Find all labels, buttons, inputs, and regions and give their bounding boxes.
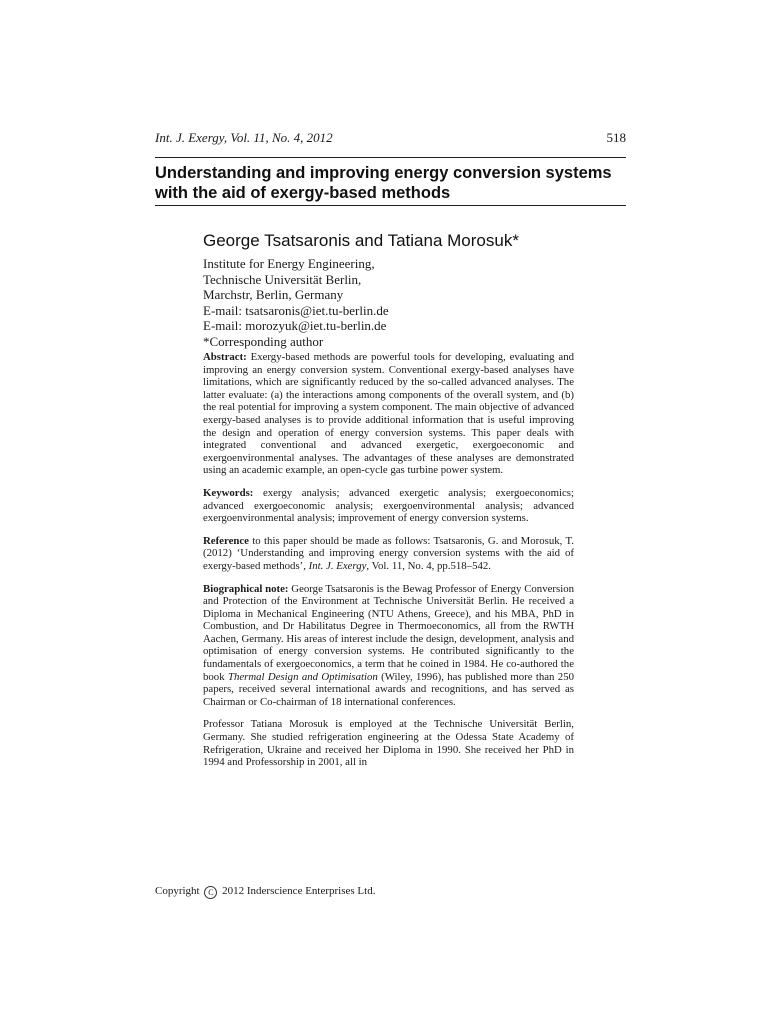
affiliation-block <box>203 256 626 350</box>
keywords-text: exergy analysis; advanced exergetic analysis; exergoeconomics; advanced exergoeconomic analysis; exergoenvironmental analysis; advanced exergoenvironmental analysis; improvement of energy conversion systems. <box>203 486 574 525</box>
copyright-icon: C <box>204 886 217 899</box>
bio-text-end: (Wiley, 1996), has published more than 250 papers, received several international awards and recognitions, and has served as Chairman or Co-chairman of 18 international conferences. <box>203 670 574 708</box>
journal-citation: Int. J. Exergy, Vol. 11, No. 4, 2012 <box>155 130 333 145</box>
email-line: E-mail: morozyuk@iet.tu-berlin.de <box>203 318 387 334</box>
page-number: 518 <box>606 130 626 145</box>
reference-text-end: , Vol. 11, No. 4, pp.518–542. <box>366 559 491 572</box>
reference-journal: Int. J. Exergy <box>308 559 367 572</box>
email-line: E-mail: tsatsaronis@iet.tu-berlin.de <box>203 302 389 318</box>
abstract-label: Abstract: <box>203 351 247 363</box>
affiliation-line: Institute for Energy Engineering, <box>203 256 375 271</box>
bio-book-title: Thermal Design and Optimisation <box>227 670 378 683</box>
affiliation-line: Technische Universität Berlin, <box>203 271 362 287</box>
abstract-text: Exergy-based methods are powerful tools for developing, evaluating and improving an energy conversion system. Conventional exergy-based analyses have limitations, which are significantly reduced by the so-called advanced analyses. The latter evaluate: (a) the interactions among components of the overall system, and (b) the real potential for improving a system component. The main objective of advanced exergy-based analyses is to provide additional information that is useful improving the design and operation of energy conversion systems. This paper deals with integrated conventional and advanced exergetic, exergoeconomic and exergoenvironmental analyses. The advantages of these analyses are demonstrated using an academic example, an open-cycle gas turbine power system. <box>203 351 574 477</box>
keywords-label: Keywords: <box>203 486 254 499</box>
bio2-paragraph <box>203 718 574 768</box>
reference-label: Reference <box>203 534 249 547</box>
copyright-prefix: Copyright <box>155 885 200 897</box>
reference-text: to this paper should be made as follows: Tsatsaronis, G. and Morosuk, T. (2012) ‘Understanding and improving energy conversion systems with the aid of exergy-based methods’, <box>203 534 575 572</box>
abstract-paragraph <box>203 351 574 477</box>
title-rule-top <box>155 157 626 158</box>
front-matter-body <box>203 351 574 779</box>
affiliation-line: Marchstr, Berlin, Germany <box>203 287 344 303</box>
copyright-line <box>155 885 626 899</box>
reference-paragraph <box>203 535 574 573</box>
paper-title: Understanding and improving energy conversion systems with the aid of exergy-based methods <box>155 164 612 202</box>
keywords-paragraph <box>203 487 574 525</box>
bio2-text: Professor Tatiana Morosuk is employed at the Technische Universität Berlin, Germany. She studied refrigeration engineering at the Odessa State Academy of Refrigeration, Ukraine and received her Diploma in 1990. She received her PhD in 1994 and Professorship in 2001, all in <box>203 718 574 769</box>
bio-paragraph <box>203 583 574 709</box>
author-list: George Tsatsaronis and Tatiana Morosuk* <box>203 231 519 250</box>
corresponding-author-note: *Corresponding author <box>203 333 324 349</box>
title-rule-bottom <box>155 205 626 206</box>
bio-label: Biographical note: <box>203 582 289 595</box>
copyright-text: 2012 Inderscience Enterprises Ltd. <box>222 885 376 897</box>
bio-text: George Tsatsaronis is the Bewag Professor of Energy Conversion and Protection of the Environment at Technische Universität Berlin. He received a Diploma in Mechanical Engineering (NTU Athens, Greece), and his MBA, PhD in Combustion, and Dr Habilitatus Degree in Thermoeconomics, all from the RWTH Aachen, Germany. His areas of interest include the design, development, analysis and optimisation of energy conversion systems. He contributed significantly to the fundamentals of exergoeconomics, a term that he coined in 1984. He co-authored the book <box>203 582 574 683</box>
